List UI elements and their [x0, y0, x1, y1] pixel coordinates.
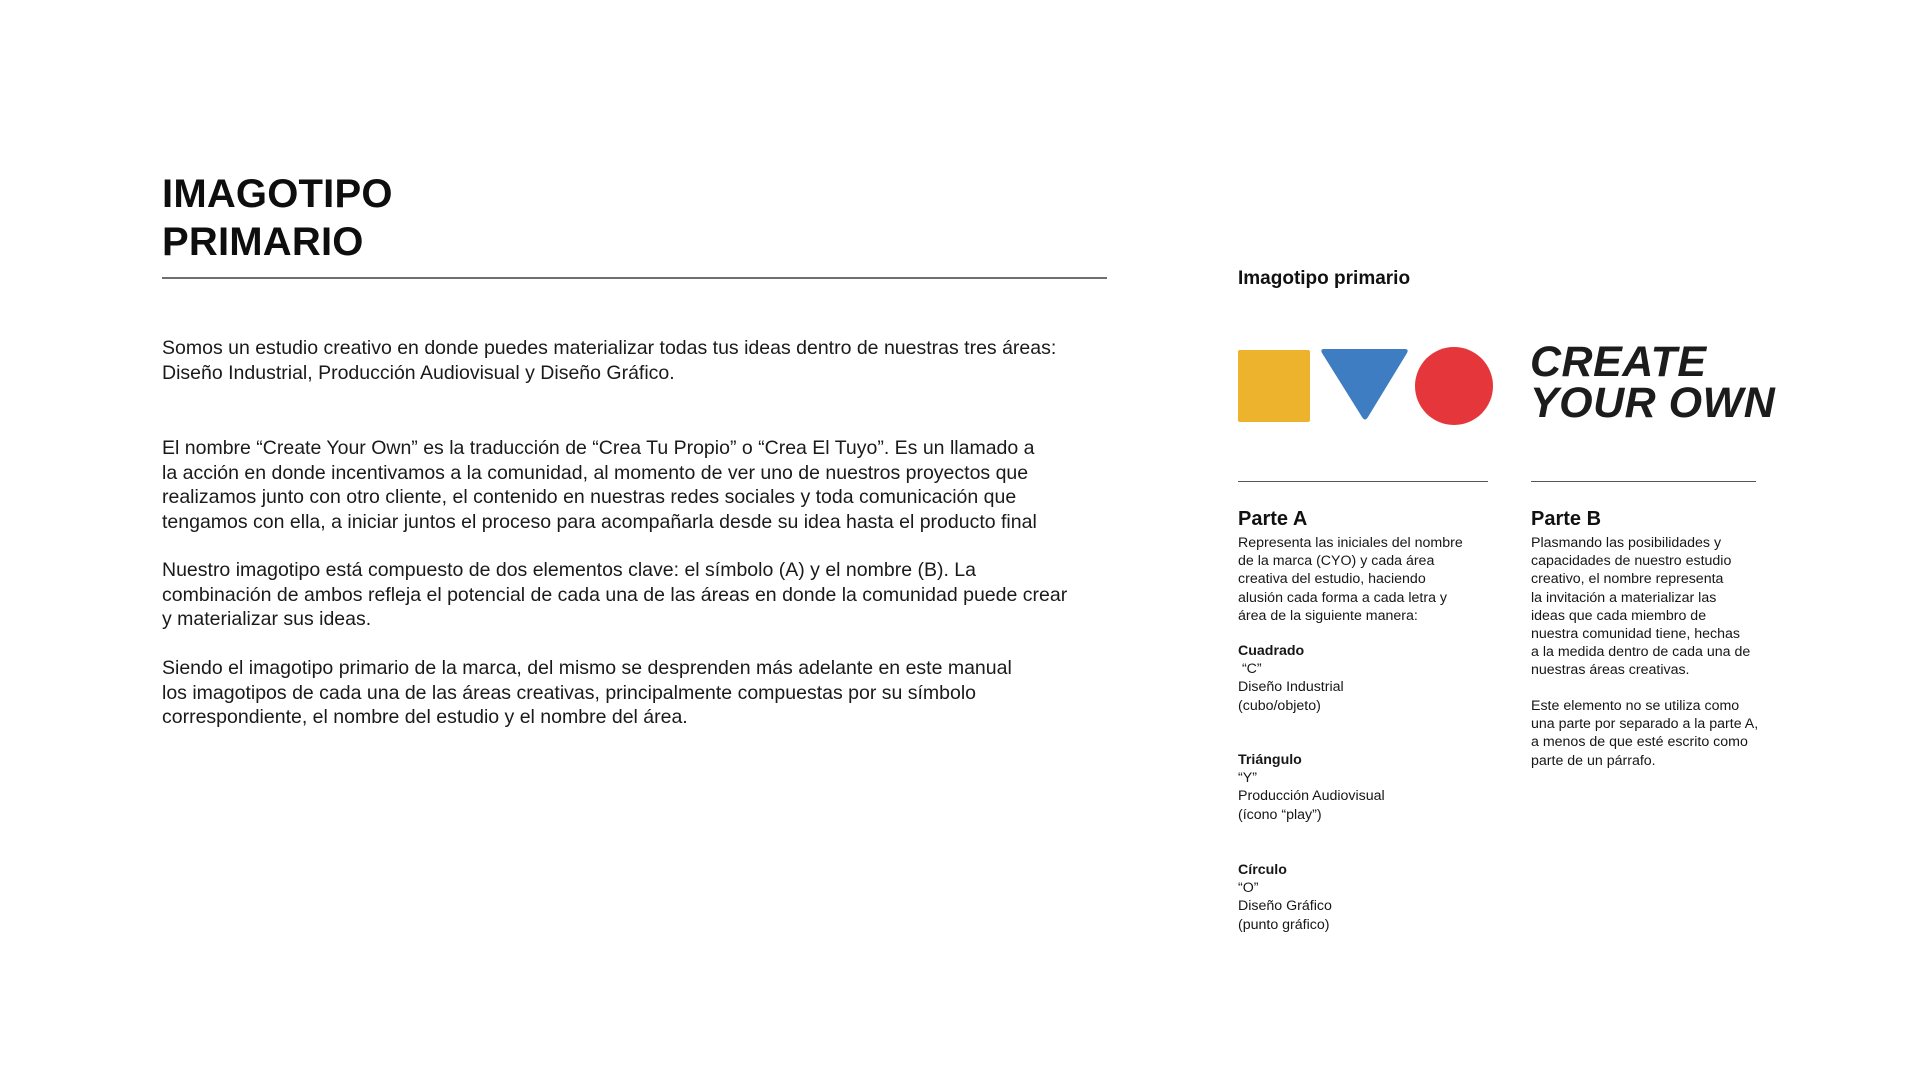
- circle-shape: [1415, 347, 1493, 425]
- part-a-divider: [1238, 481, 1488, 482]
- page-title: [162, 170, 393, 266]
- shape-name: Triángulo: [1238, 752, 1302, 768]
- shape-area: Diseño Gráfico: [1238, 898, 1332, 915]
- part-b-usage-note: Este elemento no se utiliza como una parte por separado a la parte A, a menos de que esté escrito como parte de un párrafo.: [1531, 698, 1759, 769]
- shape-area: Diseño Industrial: [1238, 679, 1344, 696]
- shape-letter: “Y”: [1238, 770, 1257, 787]
- wordmark-line-1: CREATE: [1530, 338, 1707, 386]
- shape-meaning: (ícono “play”): [1238, 806, 1322, 823]
- shape-entry-circle: [1238, 861, 1488, 934]
- derivatives-paragraph: Siendo el imagotipo primario de la marca, del mismo se desprenden más adelante en este manual los imagotipos de cada una de las áreas creativas, principalmente compuestas por su símbolo correspondiente, el nombre del estudio y el nombre del área.: [162, 657, 1012, 728]
- part-b-title: Parte B: [1531, 508, 1602, 530]
- triangle-shape: [1321, 349, 1407, 420]
- shape-name: Círculo: [1238, 862, 1287, 878]
- page-title-line-1: IMAGOTIPO: [162, 172, 393, 216]
- shape-entry-triangle: [1238, 751, 1488, 824]
- part-b-divider: [1531, 481, 1756, 482]
- name-meaning-paragraph: El nombre “Create Your Own” es la traducción de “Crea Tu Propio” o “Crea El Tuyo”. Es un llamado a la acción en donde incentivamos a la comunidad, al momento de ver uno de nuestros proyectos que realizamos junto con otro cliente, el contenido en nuestras redes sociales y toda comunicación que tengamos con ella, a iniciar juntos el proceso para acompañarla desde su idea hasta el producto final: [162, 437, 1037, 533]
- page-title-line-2: PRIMARIO: [162, 220, 364, 264]
- square-shape: [1238, 350, 1310, 422]
- shape-area: Producción Audiovisual: [1238, 788, 1385, 805]
- intro-paragraph: Somos un estudio creativo en donde puedes materializar todas tus ideas dentro de nuestras tres áreas: Diseño Industrial, Producción Audiovisual y Diseño Gráfico.: [162, 337, 1057, 384]
- part-a-description: Representa las iniciales del nombre de la marca (CYO) y cada área creativa del estudio, haciendo alusión cada forma a cada letra y área de la siguiente manera:: [1238, 535, 1463, 624]
- shape-entry-square: [1238, 642, 1488, 715]
- logo-wordmark: [1530, 338, 1776, 427]
- shape-meaning: (cubo/objeto): [1238, 697, 1321, 714]
- wordmark-line-2: YOUR OWN: [1530, 379, 1776, 427]
- logo-symbol: [1238, 346, 1493, 426]
- shape-meaning: (punto gráfico): [1238, 916, 1330, 933]
- logo-section-heading: Imagotipo primario: [1238, 268, 1411, 289]
- shape-letter: “O”: [1238, 880, 1259, 897]
- shape-letter: “C”: [1238, 661, 1262, 678]
- shape-name: Cuadrado: [1238, 643, 1305, 659]
- part-b-description: Plasmando las posibilidades y capacidades de nuestro estudio creativo, el nombre representa la invitación a materializar las ideas que cada miembro de nuestra comunidad tiene, hechas a la medida dentro de cada una de nuestras áreas creativas.: [1531, 535, 1751, 679]
- part-a-title: Parte A: [1238, 508, 1308, 530]
- composition-paragraph: Nuestro imagotipo está compuesto de dos elementos clave: el símbolo (A) y el nombre (B). La combinación de ambos refleja el potencial de cada una de las áreas en donde la comunidad puede crear y materializar sus ideas.: [162, 559, 1068, 630]
- title-divider: [162, 277, 1107, 279]
